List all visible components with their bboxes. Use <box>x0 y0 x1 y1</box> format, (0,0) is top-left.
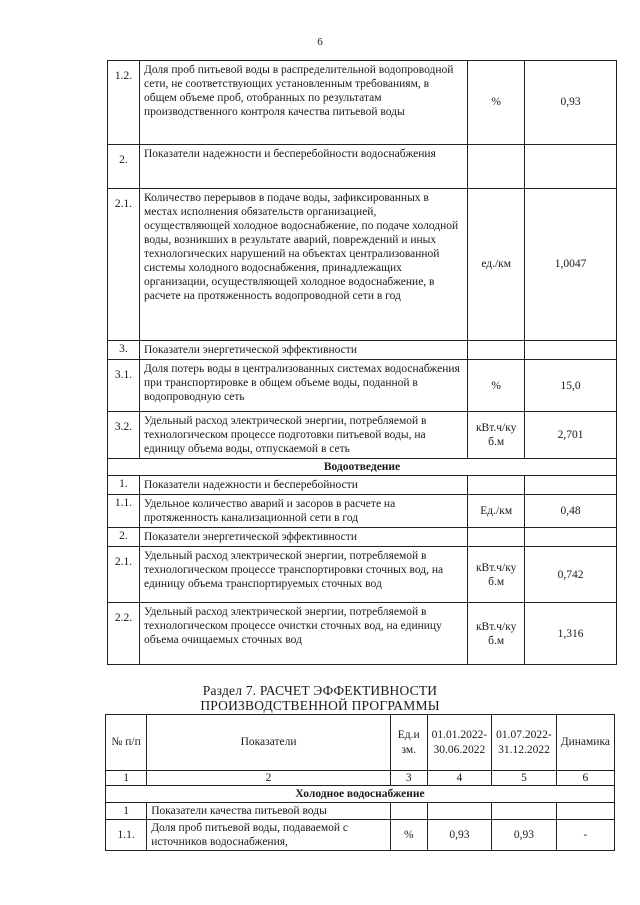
unit-cell: Ед./км <box>468 495 525 528</box>
column-header: Динамика <box>556 715 614 771</box>
column-number: 5 <box>492 771 557 786</box>
table-row <box>108 341 617 360</box>
row-number: 2. <box>108 145 140 189</box>
row-number: 1.2. <box>108 61 140 145</box>
table-row <box>106 803 615 820</box>
value-cell: 0,742 <box>525 547 617 603</box>
section-heading: Водоотведение <box>108 459 617 476</box>
table-section-row <box>106 786 615 803</box>
table-row <box>108 495 617 528</box>
column-number: 4 <box>427 771 492 786</box>
value-cell: 0,93 <box>525 61 617 145</box>
table-row <box>108 412 617 459</box>
column-header: Ед.и зм. <box>390 715 427 771</box>
indicator-text: Удельное количество аварий и засоров в расчете на протяженность канализационной сети в год <box>139 495 467 528</box>
column-header: 01.07.2022-31.12.2022 <box>492 715 557 771</box>
value-cell: 15,0 <box>525 360 617 412</box>
table-row <box>108 547 617 603</box>
indicator-text: Удельный расход электрической энергии, потребляемой в технологическом процессе подготовки питьевой воды, на единицу объема воды, отпускаемой в сеть <box>139 412 467 459</box>
unit-cell: кВт.ч/ку б.м <box>468 547 525 603</box>
dynamics-cell: - <box>556 820 614 851</box>
column-number: 2 <box>147 771 391 786</box>
indicator-text: Показатели надежности и бесперебойности водоснабжения <box>139 145 467 189</box>
unit-cell: кВт.ч/ку б.м <box>468 603 525 665</box>
section-title: Раздел 7. РАСЧЕТ ЭФФЕКТИВНОСТИ <box>202 683 438 698</box>
table-row <box>108 528 617 547</box>
unit-cell: кВт.ч/ку б.м <box>468 412 525 459</box>
unit-cell <box>468 476 525 495</box>
row-number: 1.1. <box>106 820 147 851</box>
table-row <box>108 476 617 495</box>
value-cell: 2,701 <box>525 412 617 459</box>
unit-cell <box>468 145 525 189</box>
unit-cell: ед./км <box>468 189 525 341</box>
row-number: 2. <box>108 528 140 547</box>
table-row <box>108 360 617 412</box>
table-row <box>108 603 617 665</box>
row-number: 1 <box>106 803 147 820</box>
indicator-text: Количество перерывов в подаче воды, зафиксированных в местах исполнения обязательств организацией, осуществляющей холодное водоснабжение, по подаче холодной воды, возникших в результате аварий, повреждений и иных технологических нарушений на объектах централизованной системы холодного водоснабжения, принадлежащих организации, осуществляющей холодное водоснабжение, в расчете на протяженность водопроводной сети в год <box>139 189 467 341</box>
row-number: 2.1. <box>108 189 140 341</box>
table-row <box>108 61 617 145</box>
section-heading: Холодное водоснабжение <box>106 786 615 803</box>
row-number: 3.1. <box>108 360 140 412</box>
row-number: 1. <box>108 476 140 495</box>
value-period-1 <box>427 803 492 820</box>
header-row <box>106 715 615 771</box>
indicator-text: Показатели качества питьевой воды <box>147 803 391 820</box>
value-period-2 <box>492 803 557 820</box>
column-header: Показатели <box>147 715 391 771</box>
value-cell: 1,316 <box>525 603 617 665</box>
unit-cell: % <box>390 820 427 851</box>
value-cell: 1,0047 <box>525 189 617 341</box>
value-period-1: 0,93 <box>427 820 492 851</box>
column-number: 6 <box>556 771 614 786</box>
indicator-text: Показатели надежности и бесперебойности <box>139 476 467 495</box>
indicator-text: Показатели энергетической эффективности <box>139 341 467 360</box>
column-number: 3 <box>390 771 427 786</box>
unit-cell <box>390 803 427 820</box>
unit-cell <box>468 528 525 547</box>
row-number: 3. <box>108 341 140 360</box>
efficiency-table <box>105 714 615 851</box>
indicator-text: Удельный расход электрической энергии, потребляемой в технологическом процессе транспортировки сточных вод, на единицу объема транспортируемых сточных вод <box>139 547 467 603</box>
table-section-row <box>108 459 617 476</box>
row-number: 3.2. <box>108 412 140 459</box>
section-title-line2: ПРОИЗВОДСТВЕННОЙ ПРОГРАММЫ <box>200 698 440 713</box>
table-row <box>108 189 617 341</box>
indicator-text: Доля проб питьевой воды, подаваемой с источников водоснабжения, <box>147 820 391 851</box>
value-cell <box>525 528 617 547</box>
table-row <box>108 145 617 189</box>
value-cell: 0,48 <box>525 495 617 528</box>
row-number: 2.2. <box>108 603 140 665</box>
unit-cell: % <box>468 360 525 412</box>
column-number: 1 <box>106 771 147 786</box>
indicator-text: Доля проб питьевой воды в распределительной водопроводной сети, не соответствующих установленным требованиям, в общем объеме проб, отобранных по результатам производственного контроля качества питьевой воды <box>139 61 467 145</box>
value-cell <box>525 145 617 189</box>
indicator-text: Удельный расход электрической энергии, потребляемой в технологическом процессе очистки сточных вод, на единицу объема очищаемых сточных вод <box>139 603 467 665</box>
table-row <box>106 820 615 851</box>
indicator-text: Доля потерь воды в централизованных системах водоснабжения при транспортировке в общем объеме воды, поданной в водопроводную сеть <box>139 360 467 412</box>
value-period-2: 0,93 <box>492 820 557 851</box>
row-number: 2.1. <box>108 547 140 603</box>
indicators-table <box>107 60 617 665</box>
value-cell <box>525 476 617 495</box>
page-number: 6 <box>317 36 323 48</box>
column-header: № п/п <box>106 715 147 771</box>
numbering-row <box>106 771 615 786</box>
unit-cell <box>468 341 525 360</box>
row-number: 1.1. <box>108 495 140 528</box>
dynamics-cell <box>556 803 614 820</box>
indicator-text: Показатели энергетической эффективности <box>139 528 467 547</box>
unit-cell: % <box>468 61 525 145</box>
column-header: 01.01.2022-30.06.2022 <box>427 715 492 771</box>
value-cell <box>525 341 617 360</box>
